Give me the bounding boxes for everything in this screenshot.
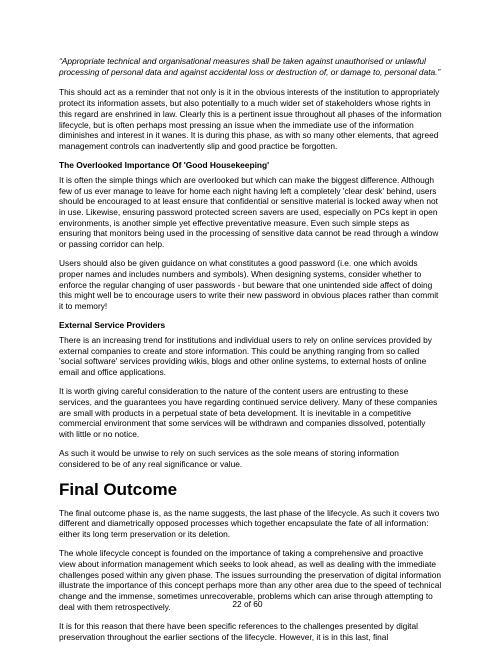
paragraph-digital-preservation: It is for this reason that there have been specific references to the challenges presented by digital preservation throughout the earlier sections of the lifecycle. However, it is in this last, final	[59, 621, 418, 642]
page-number: 22 of 60	[232, 599, 263, 609]
paragraph-reminder: This should act as a reminder that not only is it in the obvious interests of the institution to appropriately protect its information assets, but also potentially to a much wider set of stakeholders whose rights in this regard are enshrined in law. Clearly this is a pertinent issue throughout all phases of the information lifecycle, but is often perhaps most pressing an issue when the immediate use of the information diminishes and interest in it wanes. It is during this phase, as with so many other elements, that agreed management controls can inadvertently slip and good practice be forgotten.	[59, 87, 442, 151]
paragraph-simple-things: It is often the simple things which are overlooked but which can make the biggest difference. Although few of us ever manage to leave for home each night having left a completely 'clear desk' behind, users should be encouraged to at least ensure that confidential or sensitive material is locked away when not in use. Likewise, ensuring password protected screen savers are used, especially on PCs kept in open environments, is another simple yet effective preventative measure. Even such simple steps as ensuring that monitors being used in the processing of sensitive data cannot be read through a window or passing corridor can help.	[59, 174, 439, 250]
paragraph-online-services: There is an increasing trend for institutions and individual users to rely on online services provided by external companies to create and store information. This could be anything ranging from so called 'social software' services providing wikis, blogs and other online systems, to external hosts of online email and office applications.	[59, 334, 432, 378]
paragraph-unwise-reliance: As such it would be unwise to rely on such services as the sole means of storing information considered to be of any real significance or value.	[59, 448, 399, 469]
heading-final-outcome: Final Outcome	[59, 479, 178, 499]
paragraph-passwords: Users should also be given guidance on what constitutes a good password (i.e. one which avoids proper names and includes numbers and symbols). When designing systems, consider whether to enforce the regular changing of user passwords - but beware that one unintended side affect of doing this might well be to encourage users to write their new password in obvious places rather than commit it to memory!	[59, 258, 439, 312]
heading-good-housekeeping: The Overlooked Importance Of 'Good Housekeeping'	[59, 160, 270, 171]
heading-external-service-providers: External Service Providers	[59, 320, 166, 331]
legal-quote: “Appropriate technical and organisational measures shall be taken against unauthorised or unlawful processing of personal data and against accidental loss or destruction of, or damage to, personal data.”	[59, 56, 441, 77]
paragraph-lifecycle-concept: The whole lifecycle concept is founded on the importance of taking a comprehensive and proactive view about information management which seeks to look ahead, as well as dealing with the immediate challenges posed within any given phase. The issues surrounding the preservation of digital information illustrate the importance of this concept perhaps more than any other area due to the speed of technical change and the immense, sometimes unrecoverable, problems which can arise through attempting to deal with them retrospectively.	[59, 548, 442, 612]
paragraph-content-guarantees: It is worth giving careful consideration to the nature of the content users are entrusting to these services, and the guarantees you have regarding continued service delivery. Many of these companies are small with products in a perpetual state of beta development. It is inevitable in a competitive commercial environment that some services will be withdrawn and companies dissolved, potentially with little or no notice.	[59, 386, 438, 440]
document-body	[59, 56, 442, 651]
paragraph-final-phase: The final outcome phase is, as the name suggests, the last phase of the lifecycle. As such it covers two different and diametrically opposed processes which together encapsulate the fate of all information: either its long term preservation or its deletion.	[59, 507, 440, 540]
